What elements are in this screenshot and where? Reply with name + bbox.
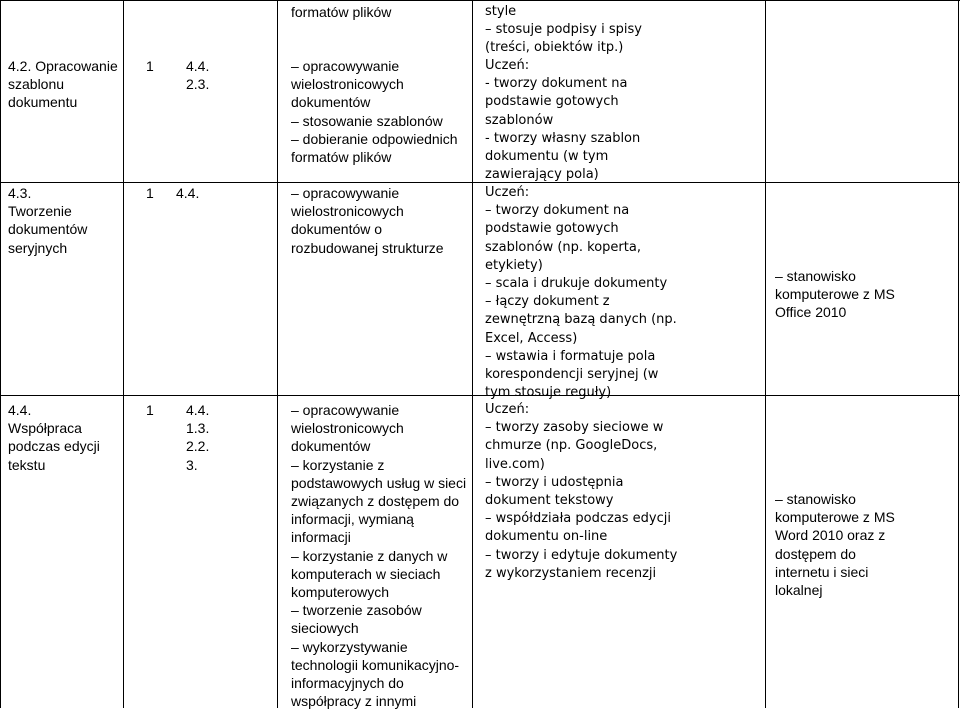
row3-outcome-line: Uczeń: xyxy=(485,402,530,417)
row2-outcome-line: – wstawia i formatuje pola xyxy=(485,348,656,364)
row3-equipment-line: dostępem do xyxy=(775,545,856,562)
row2-content-line: rozbudowanej strukturze xyxy=(291,239,444,256)
row3-content-line: komputerowych xyxy=(291,584,390,601)
row3-content-line: – tworzenie zasobów xyxy=(291,602,422,619)
row2-hours: 1 xyxy=(146,185,154,201)
row3-topic-line: tekstu xyxy=(8,456,46,473)
row3-topic-line: Współpraca xyxy=(8,420,82,437)
row3-hours: 1 xyxy=(146,402,154,418)
row2-content-line: – opracowywanie xyxy=(291,185,400,201)
row2-outcome-line: etykiety) xyxy=(485,257,543,273)
row3-ref-line: 4.4. xyxy=(186,402,210,418)
row2-content-line: dokumentów o xyxy=(291,221,383,238)
row3-content-line: – opracowywanie xyxy=(291,402,400,418)
row3-topic xyxy=(8,401,100,474)
row3-content-line: sieciowych xyxy=(291,620,359,637)
row2-topic xyxy=(8,184,87,257)
row2-topic-line: dokumentów xyxy=(8,221,88,238)
row1-ref-line: 4.4. xyxy=(186,58,210,74)
row3-content-line: – korzystanie z xyxy=(291,456,385,473)
row3-content-line: – wykorzystywanie xyxy=(291,638,408,655)
row3-content-line: informacji, wymianą xyxy=(291,511,414,528)
col-border-0 xyxy=(0,0,1,708)
row2-equipment-line: Office 2010 xyxy=(775,304,847,321)
row2-hours-ref xyxy=(146,184,200,202)
row1-outcome-line: podstawie gotowych xyxy=(485,94,619,110)
row2-topic-line: seryjnych xyxy=(8,239,68,256)
row1-topic-line: 4.2. Opracowanie xyxy=(8,58,118,74)
row2-outcome-line: korespondencji seryjnej (w xyxy=(485,367,659,383)
row3-outcome-line: z wykorzystaniem recenzji xyxy=(485,565,657,581)
row1-ref xyxy=(186,57,209,93)
row2-content-line: wielostronicowych xyxy=(291,203,404,220)
row1-hours: 1 xyxy=(146,58,154,74)
row2-outcome-line: tym stosuje reguły) xyxy=(485,385,612,401)
row3-outcome-line: – tworzy i udostępnia xyxy=(485,474,624,490)
row3-content-line: podstawowych usług w sieci xyxy=(291,474,467,491)
row2-outcome-line: Excel, Access) xyxy=(485,330,578,346)
row3-content-line: – korzystanie z danych w xyxy=(291,547,448,564)
row-border-1 xyxy=(0,182,960,183)
col-border-1 xyxy=(123,0,124,708)
row2-outcome-line: – łączy dokument z xyxy=(485,294,610,310)
row3-outcome-line: – tworzy zasoby sieciowe w xyxy=(485,420,664,436)
row0-content-line: formatów plików xyxy=(291,4,392,20)
row2-outcome-line: – tworzy dokument na xyxy=(485,203,630,219)
row1-hours-ref xyxy=(146,57,210,93)
row1-outcome-line: - tworzy dokument na xyxy=(485,76,628,92)
row2-outcomes xyxy=(485,184,677,402)
col-border-5 xyxy=(958,0,959,708)
row2-outcome-line: zewnętrzną bazą danych (np. xyxy=(485,312,677,328)
row3-equipment-line: lokalnej xyxy=(775,582,823,599)
row1-content-line: formatów plików xyxy=(291,149,392,166)
row3-ref-line: 3. xyxy=(186,456,198,473)
row3-content xyxy=(291,401,466,710)
row1-outcome-line: Uczeń: xyxy=(485,58,530,73)
row1-content-line: – dobieranie odpowiednich xyxy=(291,130,458,147)
row3-equipment-line: internetu i sieci xyxy=(775,563,869,580)
row3-content-line: technologii komunikacyjno- xyxy=(291,656,460,673)
row3-content-line: dokumentów xyxy=(291,438,371,455)
row2-content xyxy=(291,184,444,257)
row3-ref xyxy=(186,401,209,474)
row2-outcome-line: Uczeń: xyxy=(485,185,530,200)
row3-outcome-line: dokument tekstowy xyxy=(485,493,614,509)
row3-hours-ref xyxy=(146,401,210,473)
row2-outcome-line: – scala i drukuje dokumenty xyxy=(485,276,668,292)
col-border-2 xyxy=(277,0,278,708)
row1-outcome-line: zawierający pola) xyxy=(485,167,599,183)
row0-outcome-line: (treści, obiektów itp.) xyxy=(485,40,624,56)
row3-content-line: informacji xyxy=(291,529,351,546)
row1-outcome-line: dokumentu (w tym xyxy=(485,149,609,165)
row3-outcome-line: dokumentu on-line xyxy=(485,529,608,545)
row1-outcome-line: - tworzy własny szablon xyxy=(485,130,641,146)
row3-topic-line: 4.4. xyxy=(8,402,32,418)
row2-equipment xyxy=(775,267,895,322)
row3-content-line: komputerach w sieciach xyxy=(291,565,441,582)
row0-outcome-line: – stosuje podpisy i spisy xyxy=(485,22,642,38)
row2-equipment-line: komputerowe z MS xyxy=(775,286,895,303)
row1-topic-line: szablonu xyxy=(8,76,65,93)
row1-content-line: dokumentów xyxy=(291,94,371,111)
row0-content xyxy=(291,3,391,21)
row2-outcome-line: szablonów (np. koperta, xyxy=(485,239,641,255)
row3-content-line: informacyjnych do xyxy=(291,675,404,692)
row2-ref-line: 4.4. xyxy=(176,185,200,201)
row1-content-line: – opracowywanie xyxy=(291,58,400,74)
col-border-3 xyxy=(472,0,473,708)
row2-topic-line: Tworzenie xyxy=(8,203,72,220)
row2-ref xyxy=(176,184,199,202)
row1-topic-line: dokumentu xyxy=(8,94,78,111)
row3-content-line: współpracy z innymi xyxy=(291,693,417,710)
row1-content-line: wielostronicowych xyxy=(291,76,404,93)
row3-content-line: związanych z dostępem do xyxy=(291,493,460,510)
row3-equipment-line: komputerowe z MS xyxy=(775,509,895,526)
row3-equipment-line: – stanowisko xyxy=(775,491,856,507)
row1-content-line: – stosowanie szablonów xyxy=(291,112,443,129)
col-border-4 xyxy=(765,0,766,708)
row1-outcomes xyxy=(485,57,640,184)
row3-outcome-line: chmurze (np. GoogleDocs, xyxy=(485,438,658,454)
row2-topic-line: 4.3. xyxy=(8,185,32,201)
row3-ref-line: 1.3. xyxy=(186,420,210,437)
row3-outcome-line: live.com) xyxy=(485,456,545,472)
row3-equipment-line: Word 2010 oraz z xyxy=(775,527,886,544)
row3-equipment xyxy=(775,490,895,599)
row1-content xyxy=(291,57,458,166)
row0-outcomes xyxy=(485,3,642,58)
row3-outcome-line: – współdziała podczas edycji xyxy=(485,511,671,527)
row2-equipment-line: – stanowisko xyxy=(775,268,856,284)
row1-ref-line: 2.3. xyxy=(186,76,210,93)
row3-content-line: wielostronicowych xyxy=(291,420,404,437)
row0-outcome-line: style xyxy=(485,4,517,19)
row-border-2 xyxy=(0,395,960,396)
row1-topic xyxy=(8,57,118,112)
row2-outcome-line: podstawie gotowych xyxy=(485,221,619,237)
row3-topic-line: podczas edycji xyxy=(8,438,100,455)
row1-outcome-line: szablonów xyxy=(485,112,554,128)
row3-outcomes xyxy=(485,401,677,583)
row3-ref-line: 2.2. xyxy=(186,438,210,455)
row3-outcome-line: – tworzy i edytuje dokumenty xyxy=(485,547,678,563)
row-border-top xyxy=(0,0,960,1)
